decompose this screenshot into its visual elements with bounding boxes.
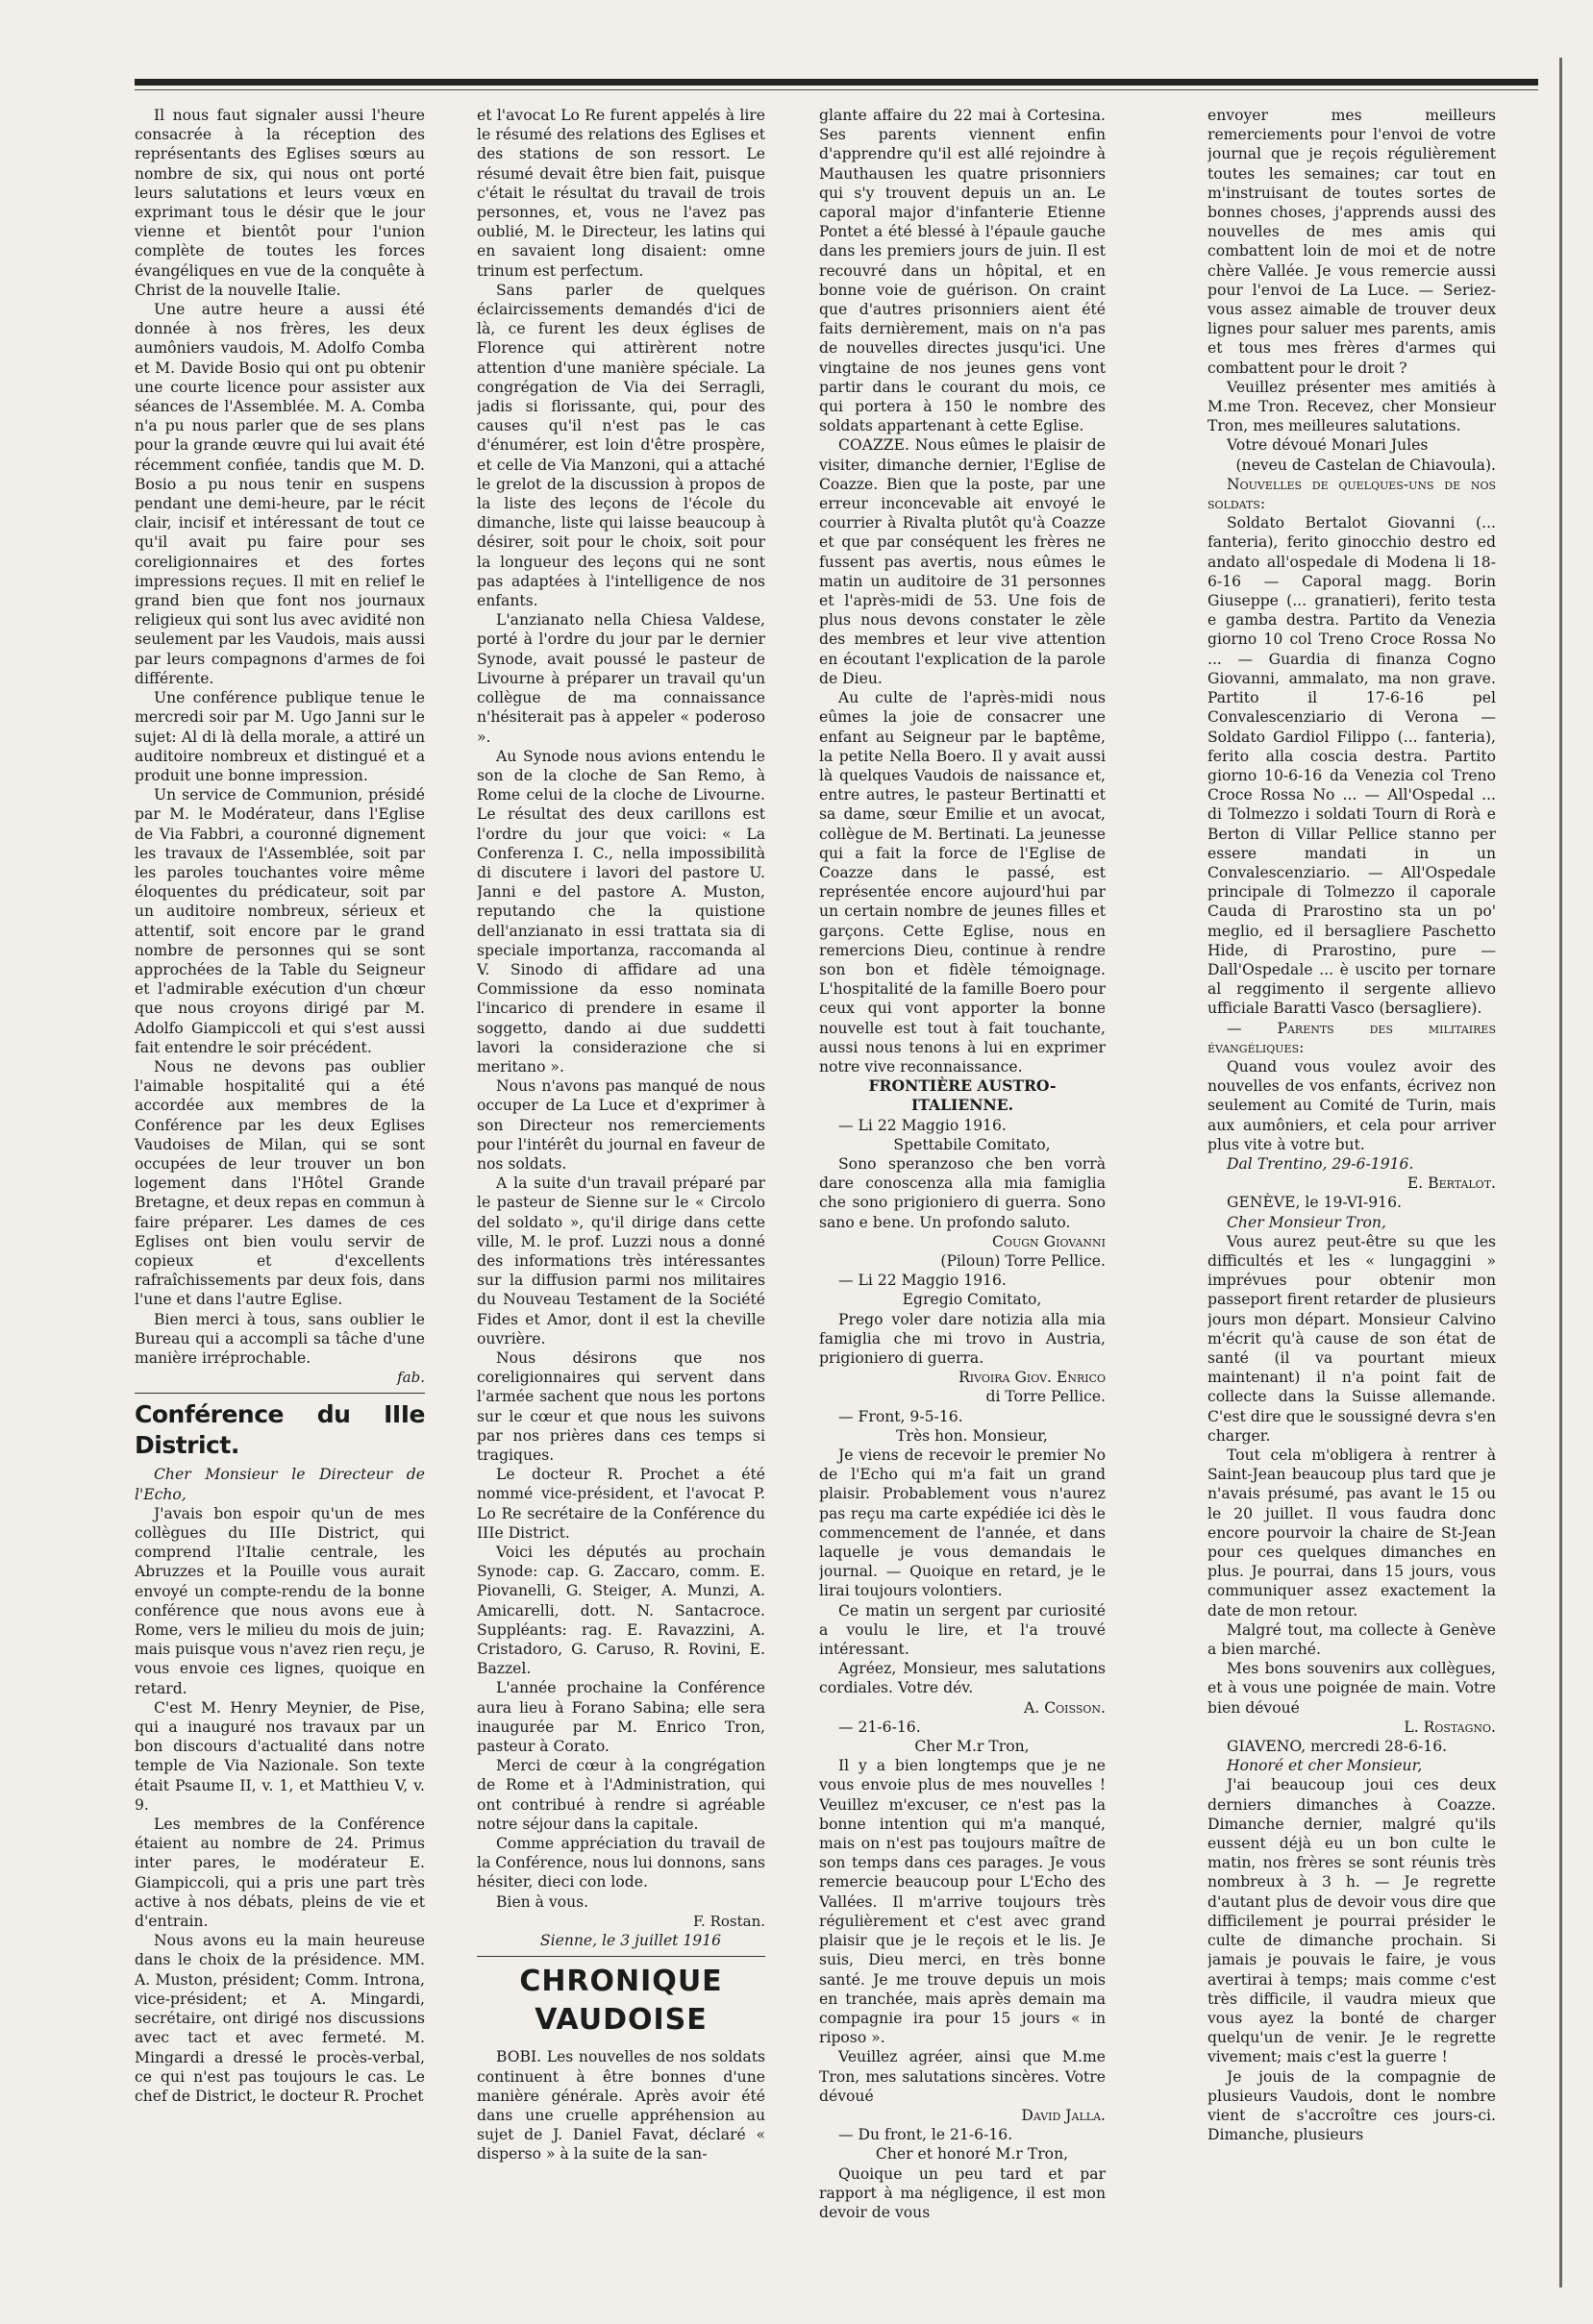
paragraph: Le docteur R. Prochet a été nommé vice-président, et l'avocat P. Lo Re secrétaire de la Conférence du IIIe District. (477, 1466, 765, 1542)
salutation: Spettabile Comitato, (893, 1135, 1051, 1153)
paragraph: Soldato Bertalot Giovanni (... fanteria), ferito ginocchio destro ed andato all'ospedale di Modena li 18-6-16 — Caporal magg. Borin Giuseppe (... granatieri), ferito testa e gamba destra. Partito da Venezia giorno 10 col Treno Croce Rossa No ... — Guardia di finanza Cogno Giovanni, ammalato, ma non grave. Partito il 17-6-16 pel Convalescenziario di Verona — Soldato Gardiol Filippo (... fanteria), ferito alla coscia destra. Partito giorno 10-6-16 da Venezia col Treno Croce Rossa No ... — All'Ospedal ... di Tolmezzo i soldati Tourn di Rorà e Berton di Villar Pellice stanno per essere mandati in un Convalescenziario. — All'Ospedale principale di Tolmezzo il caporale Cauda di Prarostino sta un po' meglio, ed il bersagliere Paschetto Hide, di Prarostino, pure — Dall'Ospedale ... è uscito per tornare al reggimento il sergente allievo ufficiale Baratti Vasco (bersagliere). (1207, 514, 1496, 1018)
signature: David Jalla. (1021, 2106, 1106, 2124)
column-4 (1207, 106, 1496, 2297)
column-3 (819, 106, 1106, 2297)
salutation: Très hon. Monsieur, (896, 1426, 1048, 1445)
salutation: Cher et honoré M.r Tron, (875, 2145, 1069, 2163)
top-rule (135, 79, 1538, 86)
paragraph: Malgré tout, ma collecte à Genève a bien marché. (1207, 1620, 1496, 1659)
page-edge (1559, 58, 1562, 2287)
paragraph: Au Synode nous avions entendu le son de la cloche de San Remo, à Rome celui de la cloche de Livourne. Le résultat des deux carillons est l'ordre du jour que voici: « La Conferenza I. C., nella impossibilità di discutere i lavori del pastore U. Janni e del pastore A. Muston, reputando che la quistione dell'anzianato in essi trattata sia di speciale importanza, raccomanda al V. Sinodo di affidare ad una Commissione da esso nominata l'incarico di prendere in esame il soggetto, dando ai due suddetti lavori la considerazione che si meritano ». (477, 747, 765, 1075)
signature: A. Coisson. (1024, 1698, 1106, 1717)
closing: Bien à vous. (496, 1892, 589, 1911)
column-2 (477, 106, 765, 2297)
paragraph: J'avais bon espoir qu'un de mes collègues du IIIe District, qui comprend l'Italie centrale, les Abruzzes et la Pouille vous aurait envoyé un compte-rendu de la bonne conférence que nous avons eue à Rome, vers le milieu du mois de juin; mais puisque vous n'avez rien reçu, je vous envoie ces lignes, quoique en retard. (135, 1504, 425, 1697)
dateline: GIAVENO, mercredi 28-6-16. (1227, 1738, 1448, 1756)
paragraph: Veuillez présenter mes amitiés à M.me Tron. Recevez, cher Monsieur Tron, mes meilleures salutations. (1207, 378, 1496, 435)
paragraph: Quoique un peu tard et par rapport à ma négligence, il est mon devoir de vous (819, 2164, 1106, 2221)
paragraph: Sono speranzoso che ben vorrà dare conoscenza alla mia famiglia che sono prigioniero di guerra. Sono sano e bene. Un profondo saluto. (819, 1154, 1106, 1231)
dateline: — Li 22 Maggio 1916. (838, 1272, 1007, 1290)
signature-place: di Torre Pellice. (985, 1388, 1106, 1406)
paragraph: Prego voler dare notizia alla mia famiglia che mi trovo in Austria, prigioniero di guerra. (819, 1310, 1106, 1367)
dateline: — Du front, le 21-6-16. (838, 2126, 1013, 2144)
section-heading: CHRONIQUE VAUDOISE (519, 1965, 723, 2038)
signature: F. Rostan. (692, 1912, 765, 1930)
paragraph: Mes bons souvenirs aux collègues, et à vous une poignée de main. Votre bien dévoué (1207, 1660, 1496, 1717)
salutation: Honoré et cher Monsieur, (1227, 1757, 1423, 1775)
subheading: — Parents des militaires évangéliques: (1207, 1019, 1496, 1056)
paragraph: Quand vous voulez avoir des nouvelles de vos enfants, écrivez non seulement au Comité de Turin, mais aux aumôniers, et cela pour arriver plus vite à votre but. (1207, 1057, 1496, 1153)
paragraph: Un service de Communion, présidé par M. le Modérateur, dans l'Eglise de Via Fabbri, a couronné dignement les travaux de l'Assemblée, soit par les paroles touchantes voire même éloquentes du prédicateur, soit par un auditoire nombreux, sérieux et attentif, soit encore par le grand nombre de personnes qui se sont approchées de la Table du Seigneur et l'admirable exécution d'un chœur que nous croyons dirigé par M. Adolfo Giampiccoli et qui s'est aussi fait entendre le soir précédent. (135, 786, 425, 1056)
paragraph: Je jouis de la compagnie de plusieurs Vaudois, dont le nombre vient de s'accroître ces jours-ci. Dimanche, plusieurs (1207, 2067, 1496, 2144)
column-1 (135, 106, 425, 2297)
dateline: GENÈVE, le 19-VI-916. (1227, 1194, 1402, 1212)
dateline: — Front, 9-5-16. (838, 1407, 963, 1425)
section-heading: FRONTIÈRE AUSTRO-ITALIENNE. (868, 1076, 1057, 1115)
signature: Votre dévoué Monari Jules (1227, 436, 1429, 455)
section-heading: Conférence du IIIe District. (135, 1400, 425, 1460)
paragraph: Au culte de l'après-midi nous eûmes la joie de consacrer une enfant au Seigneur par le baptême, la petite Nella Boero. Il y avait aussi là quelques Vaudois de naissance et, entre autres, le pasteur Bertinatti et sa dame, sœur Emilie et un avocat, collègue de M. Bertinati. La jeunesse qui a fait la force de l'Eglise de Coazze dans le passé, est représentée encore aujourd'hui par un certain nombre de jeunes filles et garçons. Cette Eglise, nous en remercions Dieu, continue à rendre son bon et fidèle témoignage. L'hospitalité de la famille Boero pour ceux qui vont apporter la bonne nouvelle est tout à fait touchante, aussi nous tenons à lui en exprimer notre vive reconnaissance. (819, 689, 1106, 1075)
paragraph: Ce matin un sergent par curiosité a voulu le lire, et l'a trouvé intéressant. (819, 1601, 1106, 1659)
dateline: Dal Trentino, 29-6-1916. (1227, 1154, 1414, 1173)
paragraph: Tout cela m'obligera à rentrer à Saint-Jean beaucoup plus tard que je n'avais présumé, pas avant le 15 ou le 20 juillet. Il vous faudra donc encore pourvoir la chaire de St-Jean pour ces quelques dimanches en plus. Je pourrai, dans 15 jours, vous communiquer assez exactement la date de mon retour. (1207, 1446, 1496, 1619)
signature: Cougn Giovanni (992, 1232, 1106, 1250)
paragraph: BOBI. Les nouvelles de nos soldats continuent à être bonnes d'une manière générale. Après avoir été dans une cruelle appréhension au sujet de J. Daniel Favat, déclaré « disperso » à la suite de la san- (477, 2048, 765, 2163)
paragraph: Une autre heure a aussi été donnée à nos frères, les deux aumôniers vaudois, M. Adolfo Comba et M. Davide Bosio qui ont pu obtenir une courte licence pour assister aux séances de l'Assemblée. M. A. Comba n'a pu nous parler que de ses plans pour la grande œuvre qui lui avait été récemment confiée, tandis que M. D. Bosio a pu nous tenir en suspens pendant une demi-heure, par le récit clair, incisif et intéressant de tout ce qu'il avait pu faire pour ses coreligionnaires et des fortes impressions reçues. Il mit en relief le grand bien que font nos journaux religieux qui sont lus avec avidité non seulement par les Vaudois, mais aussi par leurs compagnons d'armes de foi différente. (135, 301, 425, 687)
paragraph: C'est M. Henry Meynier, de Pise, qui a inauguré nos travaux par un bon discours d'actualité dans notre temple de Via Nazionale. Son texte était Psaume II, v. 1, et Matthieu V, v. 9. (135, 1698, 425, 1814)
paragraph: Il nous faut signaler aussi l'heure consacrée à la réception des représentants des Eglises sœurs au nombre de six, qui nous ont porté leurs salutations et leurs vœux en exprimant tous le désir que le jour vienne et bientôt pour l'union complète de toutes les forces évangéliques en vue de la conquête à Christ de la nouvelle Italie. (135, 107, 425, 299)
paragraph: A la suite d'un travail préparé par le pasteur de Sienne sur le « Circolo del soldato », qu'il dirige dans cette ville, M. le prof. Luzzi nous a donné des informations très intéressantes sur la diffusion parmi nos militaires du Nouveau Testament de la Société Fides et Amor, dont il est la cheville ouvrière. (477, 1174, 765, 1347)
paragraph: COAZZE. Nous eûmes le plaisir de visiter, dimanche dernier, l'Eglise de Coazze. Bien que la poste, par une erreur inconcevable ait envoyé le courrier à Rivalta plutôt qu'à Coazze et que par conséquent les frères ne fussent pas avertis, nous eûmes le matin un auditoire de 31 personnes et l'après-midi de 53. Une fois de plus nous devons constater le zèle des membres et leur vive attention en écoutant l'explication de la parole de Dieu. (819, 436, 1106, 687)
top-rule-thin (135, 89, 1538, 90)
section-divider (135, 1393, 425, 1394)
paragraph: Comme appréciation du travail de la Conférence, nous lui donnons, sans hésiter, dieci con lode. (477, 1835, 765, 1891)
paragraph: L'anzianato nella Chiesa Valdese, porté à l'ordre du jour par le dernier Synode, avait poussé le pasteur de Livourne à préparer un travail qu'un collègue de ma connaissance n'hésiterait pas à appeler « poderoso ». (477, 611, 765, 746)
paragraph: envoyer mes meilleurs remerciements pour l'envoi de votre journal que je reçois régulièrement toutes les semaines; car tout en m'instruisant de toutes sortes de bonnes choses, j'apprends aussi des nouvelles de mes amis qui combattent loin de moi et de notre chère Vallée. Je vous remercie aussi pour l'envoi de La Luce. — Seriez-vous assez aimable de trouver deux lignes pour saluer mes parents, amis et tous mes frères d'armes qui combattent pour le droit ? (1207, 107, 1496, 377)
signature-note: (neveu de Castelan de Chiavoula). (1235, 456, 1496, 474)
salutation: Egregio Comitato, (902, 1291, 1042, 1309)
section-divider (477, 1956, 765, 1957)
signature: E. Bertalot. (1406, 1174, 1496, 1193)
dateline: — Li 22 Maggio 1916. (838, 1116, 1007, 1134)
signature: fab. (397, 1369, 425, 1387)
paragraph: et l'avocat Lo Re furent appelés à lire le résumé des relations des Eglises et des stations de son ressort. Le résumé devait être bien fait, puisque c'était le résultat du travail de trois personnes, et, vous ne l'avez pas oublié, M. le Directeur, les latins qui en savaient long disaient: omne trinum est perfectum. (477, 107, 765, 280)
signature-place: (Piloun) Torre Pellice. (940, 1251, 1106, 1270)
salutation: Cher M.r Tron, (914, 1738, 1030, 1756)
paragraph: Agréez, Monsieur, mes salutations cordiales. Votre dév. (819, 1660, 1106, 1697)
dateline: — 21-6-16. (838, 1718, 921, 1736)
paragraph: Nous ne devons pas oublier l'aimable hospitalité qui a été accordée aux membres de la Conférence par les deux Eglises Vaudoises de Milan, qui se sont occupées de leur trouver un bon logement dans l'Hôtel Grande Bretagne, et deux repas en commun à faire préparer. Les dames de ces Eglises ont bien voulu servir de copieux et d'excellents rafraîchissements par deux fois, dans l'une et dans l'autre Eglise. (135, 1057, 425, 1309)
paragraph: Je viens de recevoir le premier No de l'Echo qui m'a fait un grand plaisir. Probablement vous n'aurez pas reçu ma carte expédiée ici dès le commencement de l'année, et dans laquelle je vous demandais le journal. — Quoique en retard, je le lirai toujours volontiers. (819, 1446, 1106, 1600)
signature: Rivoira Giov. Enrico (958, 1369, 1106, 1387)
paragraph: Les membres de la Conférence étaient au nombre de 24. Primus inter pares, le modérateur E. Giampiccoli, qui a pris une part très active à nos débats, pleins de vie et d'entrain. (135, 1816, 425, 1931)
paragraph: Vous aurez peut-être su que les difficultés et les « lungaggini » imprévues pour obtenir mon passeport firent retarder de plusieurs jours mon départ. Monsieur Calvino m'écrit qu'à cause de son état de santé (il va pourtant mieux maintenant) il n'a point fait de collecte dans la Suisse allemande. C'est dire que le soussigné devra s'en charger. (1207, 1232, 1496, 1445)
paragraph: Il y a bien longtemps que je ne vous envoie plus de mes nouvelles ! Veuillez m'excuser, ce n'est pas la bonne intention qui m'a manqué, mais on n'est pas toujours maître de son temps dans ces parages. Je vous remercie beaucoup pour L'Echo des Vallées. Il m'arrive toujours très régulièrement et c'est avec grand plaisir que je le reçois et le lis. Je suis, Dieu merci, en très bonne santé. Je me trouve depuis un mois en tranchée, mais après demain ma compagnie ira pour 15 jours « in riposo ». (819, 1757, 1106, 2047)
paragraph: Sans parler de quelques éclaircissements demandés d'ici de là, ce furent les deux églises de Florence qui attirèrent notre attention d'une manière spéciale. La congrégation de Via dei Serragli, jadis si florissante, qui, pour des causes qu'il n'est pas le cas d'énumérer, est loin d'être prospère, et celle de Via Manzoni, qui a attaché le grelot de la discussion à propos de la liste des leçons de l'école du dimanche, liste qui laisse beaucoup à désirer, soit pour le choix, soit pour la longueur des leçons qui ne sont pas adaptées à l'intelligence de nos enfants. (477, 281, 765, 610)
paragraph: Veuillez agréer, ainsi que M.me Tron, mes salutations sincères. Votre dévoué (819, 2048, 1106, 2105)
signature: L. Rostagno. (1404, 1718, 1496, 1736)
paragraph: Une conférence publique tenue le mercredi soir par M. Ugo Janni sur le sujet: Al di là della morale, a attiré un auditoire nombreux et distingué et a produit une bonne impression. (135, 689, 425, 784)
salutation: Cher Monsieur Tron, (1227, 1213, 1386, 1231)
paragraph: Merci de cœur à la congrégation de Rome et à l'Administration, qui ont contribué à rendre si agréable notre séjour dans la capitale. (477, 1757, 765, 1833)
dateline: Sienne, le 3 juillet 1916 (539, 1932, 722, 1950)
paragraph: Nous désirons que nos coreligionnaires qui servent dans l'armée sachent que nous les portons sur le cœur et que nous les suivons par nos prières dans ces temps si tragiques. (477, 1349, 765, 1465)
paragraph: Nous n'avons pas manqué de nous occuper de La Luce et d'exprimer à son Directeur nos remerciements pour l'intérêt du journal en faveur de nos soldats. (477, 1077, 765, 1173)
salutation: Cher Monsieur le Directeur de l'Echo, (135, 1466, 425, 1503)
subheading: Nouvelles de quelques-uns de nos soldats: (1207, 475, 1496, 513)
paragraph: Nous avons eu la main heureuse dans le choix de la présidence. MM. A. Muston, président; Comm. Introna, vice-président; et A. Mingardi, secrétaire, ont dirigé nos discussions avec tact et avec fermeté. M. Mingardi a dressé le procès-verbal, ce qui n'est pas toujours le cas. Le chef de District, le docteur R. Prochet (135, 1932, 425, 2105)
paragraph: Voici les députés au prochain Synode: cap. G. Zaccaro, comm. E. Piovanelli, G. Steiger, A. Munzi, A. Amicarelli, dott. N. Santacroce. Suppléants: rag. E. Ravazzini, A. Cristadoro, G. Caruso, R. Rovini, E. Bazzel. (477, 1544, 765, 1678)
paragraph: J'ai beaucoup joui ces deux derniers dimanches à Coazze. Dimanche dernier, malgré qu'ils eussent déjà eu un bon culte le matin, nos frères se sont réunis très nombreux à 3 h. — Je regrette d'autant plus de devoir vous dire que difficilement je pourrai présider le culte de dimanche prochain. Si jamais je pouvais le faire, je vous avertirai à temps; mais comme c'est très difficile, il vaudra mieux que vous ayez la bonté de charger quelqu'un de venir. Je le regrette vivement; mais c'est la guerre ! (1207, 1776, 1496, 2066)
paragraph: Bien merci à tous, sans oublier le Bureau qui a accompli sa tâche d'une manière irréprochable. (135, 1310, 425, 1367)
paragraph: L'année prochaine la Conférence aura lieu à Forano Sabina; elle sera inaugurée par M. Enrico Tron, pasteur à Corato. (477, 1679, 765, 1756)
paragraph: glante affaire du 22 mai à Cortesina. Ses parents viennent enfin d'apprendre qu'il est allé rejoindre à Mauthausen les quatre prisonniers qui s'y trouvent depuis un an. Le caporal major d'infanterie Etienne Pontet a été blessé à l'épaule gauche dans les premiers jours de juin. Il est recouvré dans un hôpital, et en bonne voie de guérison. On craint que d'autres prisonniers aient été faits dernièrement, mais on n'a pas de nouvelles directes jusqu'ici. Une vingtaine de nos jeunes gens vont partir dans le courant du mois, ce qui portera à 150 le nombre des soldats appartenant à cette Eglise. (819, 107, 1106, 435)
